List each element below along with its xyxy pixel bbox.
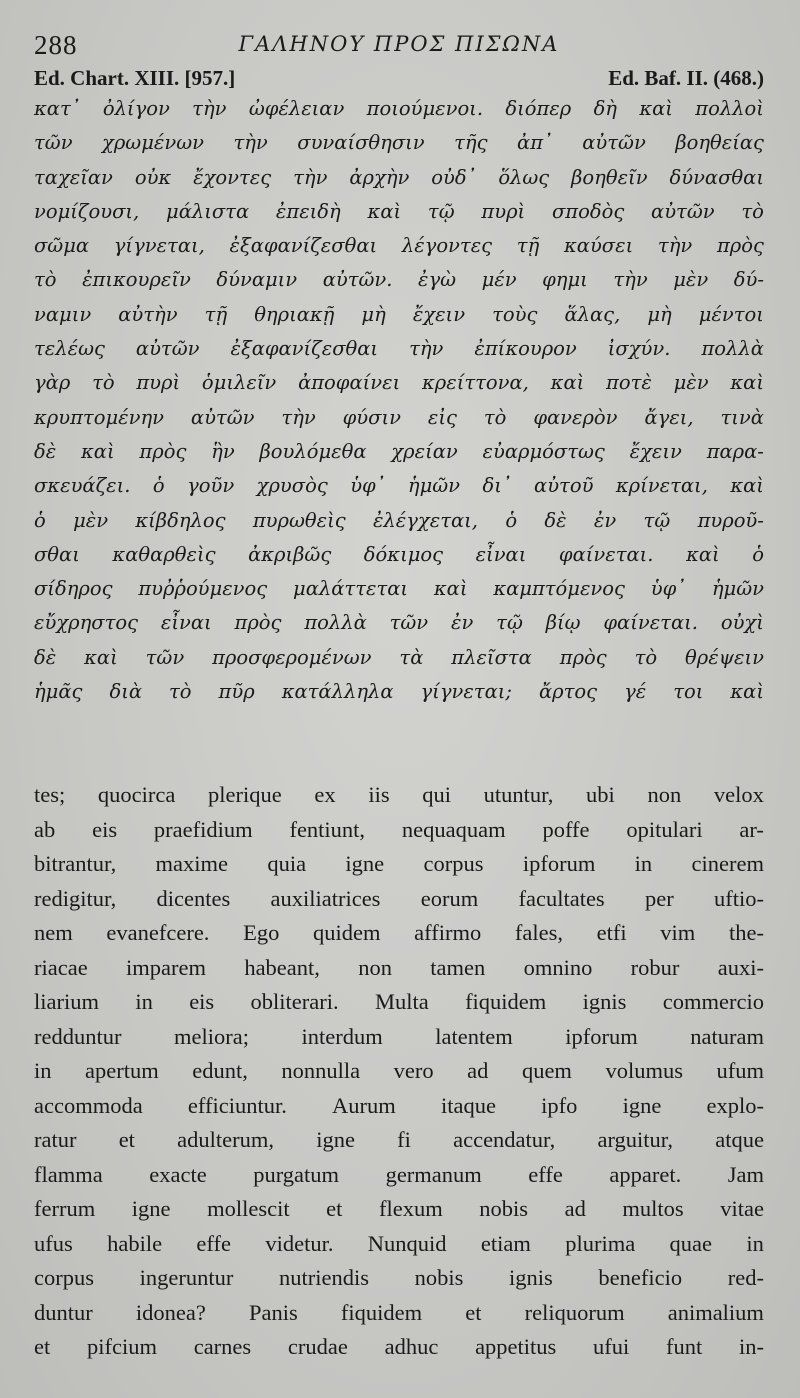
latin-text-line: ratur et adulterum, igne fi accendatur, arguitur, atque xyxy=(34,1127,764,1152)
greek-text-line: σκευάζει. ὁ γοῦν χρυσὸς ὑφ᾽ ἡμῶν δι᾽ αὐτοῦ κρίνεται, καὶ xyxy=(34,474,764,498)
latin-text-line: duntur idonea? Panis fiquidem et reliquorum animalium xyxy=(34,1299,764,1325)
edition-chartier-reference: Ed. Chart. XIII. [957.] xyxy=(34,66,236,90)
greek-text-line: σίδηρος πυῤῥούμενος μαλάττεται καὶ καμπτόμενος ὑφ᾽ ἡμῶν xyxy=(34,577,764,601)
greek-text-line: τὸ ἐπικουρεῖν δύναμιν αὐτῶν. ἐγὼ μέν φημι τὴν μὲν δύ- xyxy=(34,268,764,292)
latin-text-line: redigitur, dicentes auxiliatrices eorum facultates per uftio- xyxy=(34,885,764,911)
latin-text-line: accommoda efficiuntur. Aurum itaque ipfo igne explo- xyxy=(34,1092,764,1118)
latin-text-line: ufus habile effe videtur. Nunquid etiam plurima quae in xyxy=(34,1230,764,1256)
latin-text-line: ferrum igne mollescit et flexum nobis ad multos vitae xyxy=(34,1196,764,1221)
greek-text-line: νομίζουσι, μάλιστα ἐπειδὴ καὶ τῷ πυρὶ σποδὸς αὐτῶν τὸ xyxy=(34,199,764,223)
greek-text-line: ἡμᾶς διὰ τὸ πῦρ κατάλληλα γίγνεται; ἄρτος γέ τοι καὶ xyxy=(34,680,764,704)
greek-text-line: σῶμα γίγνεται, ἐξαφανίζεσθαι λέγοντες τῇ καύσει τὴν πρὸς xyxy=(34,234,764,258)
page-header xyxy=(34,30,764,64)
latin-text-line: bitrantur, maxime quia igne corpus ipforum in cinerem xyxy=(34,851,764,876)
latin-text-line: liarium in eis obliterari. Multa fiquidem ignis commercio xyxy=(34,989,764,1014)
latin-text-line: redduntur meliora; interdum latentem ipforum naturam xyxy=(34,1023,764,1049)
greek-text-line: τελέως αὐτῶν ἐξαφανίζεσθαι τὴν ἐπίκουρον ἰσχύν. πολλὰ xyxy=(34,337,764,361)
greek-text-line: σθαι καθαρθεὶς ἀκριβῶς δόκιμος εἶναι φαίνεται. καὶ ὁ xyxy=(34,542,764,566)
greek-text-line: δὲ καὶ τῶν προσφερομένων τὰ πλεῖστα πρὸς τὸ θρέψειν xyxy=(34,645,764,669)
greek-text-line: κρυπτομένην αὐτῶν τὴν φύσιν εἰς τὸ φανερὸν ἄγει, τινὰ xyxy=(34,405,764,429)
latin-text-line: riacae imparem habeant, non tamen omnino robur auxi- xyxy=(34,954,764,980)
running-title: ΓΑΛΗΝΟΥ ΠΡΟΣ ΠΙΣΩΝΑ xyxy=(238,32,560,56)
latin-text-line: flamma exacte purgatum germanum effe apparet. Jam xyxy=(34,1161,764,1187)
edition-basel-reference: Ed. Baf. II. (468.) xyxy=(608,66,764,90)
greek-text-block xyxy=(34,92,764,709)
latin-text-line: ab eis praefidium fentiunt, nequaquam poffe opitulari ar- xyxy=(34,816,764,842)
latin-text-line: corpus ingeruntur nutriendis nobis ignis beneficio red- xyxy=(34,1265,764,1290)
greek-text-line: τῶν χρωμένων τὴν συναίσθησιν τῆς ἀπ᾽ αὐτῶν βοηθείας xyxy=(34,131,764,155)
edition-references xyxy=(34,66,764,94)
greek-text-line: κατ᾽ ὀλίγον τὴν ὠφέλειαν ποιούμενοι. διόπερ δὴ καὶ πολλοὶ xyxy=(34,97,764,120)
latin-text-block xyxy=(34,778,764,1365)
latin-text-line: et pifcium carnes crudae adhuc appetitus ufui funt in- xyxy=(34,1334,764,1359)
page-number: 288 xyxy=(34,30,78,60)
latin-text-line: in apertum edunt, nonnulla vero ad quem volumus ufum xyxy=(34,1058,764,1083)
greek-text-line: εὔχρηστος εἶναι πρὸς πολλὰ τῶν ἐν τῷ βίῳ φαίνεται. οὐχὶ xyxy=(34,611,764,635)
latin-text-line: tes; quocirca plerique ex iis qui utuntur, ubi non velox xyxy=(34,782,764,807)
greek-text-line: δὲ καὶ πρὸς ἣν βουλόμεθα χρείαν εὐαρμόστως ἔχειν παρα- xyxy=(34,439,764,463)
greek-text-line: ναμιν αὐτὴν τῇ θηριακῇ μὴ ἔχειν τοὺς ἅλας, μὴ μέντοι xyxy=(34,302,764,326)
greek-text-line: ταχεῖαν οὐκ ἔχοντες τὴν ἀρχὴν οὐδ᾽ ὅλως βοηθεῖν δύνασθαι xyxy=(34,165,764,189)
greek-text-line: ὁ μὲν κίβδηλος πυρωθεὶς ἐλέγχεται, ὁ δὲ ἐν τῷ πυροῦ- xyxy=(34,508,764,532)
latin-text-line: nem evanefcere. Ego quidem affirmo fales, etfi vim the- xyxy=(34,920,764,945)
greek-text-line: γὰρ τὸ πυρὶ ὁμιλεῖν ἀποφαίνει κρείττονα, καὶ ποτὲ μὲν καὶ xyxy=(34,371,764,395)
